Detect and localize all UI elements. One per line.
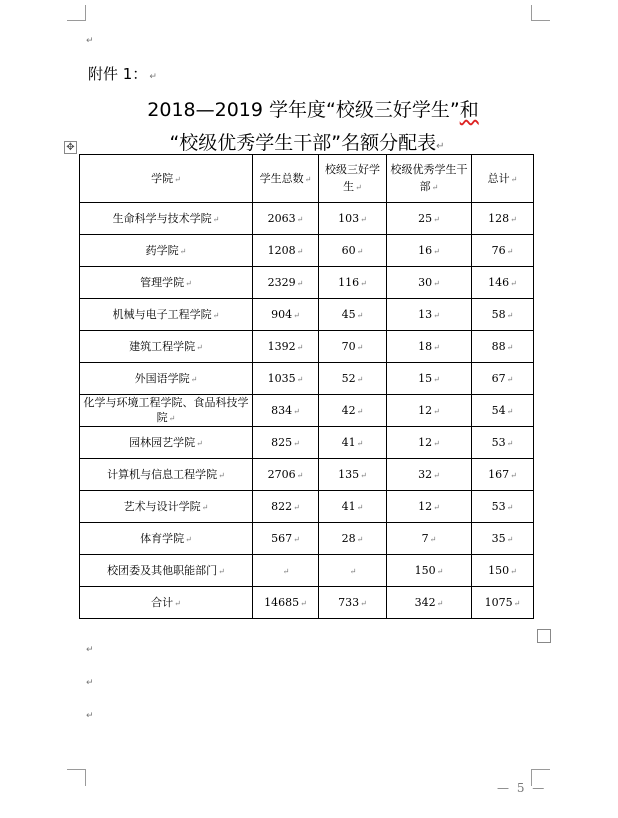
cell-student-total[interactable]: 2329↵: [253, 267, 319, 299]
cell-outstanding-cadre[interactable]: 18↵: [387, 331, 472, 363]
cell-merit-student[interactable]: ↵: [319, 555, 387, 587]
document-title-line1: [4, 95, 618, 122]
paragraph-mark: ↵: [86, 36, 94, 46]
header-merit-student[interactable]: 校级三好学生↵: [319, 155, 387, 203]
paragraph-mark: ↵: [436, 141, 445, 152]
cell-college[interactable]: 外国语学院↵: [80, 363, 253, 395]
document-title-line2: [0, 128, 616, 155]
cell-outstanding-cadre[interactable]: 150↵: [387, 555, 472, 587]
paragraph-mark: ↵: [86, 711, 94, 721]
table-row: [80, 459, 534, 491]
table-row: [80, 267, 534, 299]
cell-merit-student[interactable]: 135↵: [319, 459, 387, 491]
cell-student-total[interactable]: 822↵: [253, 491, 319, 523]
cell-student-total[interactable]: 1208↵: [253, 235, 319, 267]
cell-merit-student[interactable]: 60↵: [319, 235, 387, 267]
cell-outstanding-cadre[interactable]: 12↵: [387, 491, 472, 523]
cell-college[interactable]: 药学院↵: [80, 235, 253, 267]
paragraph-mark: ↵: [149, 72, 157, 82]
cell-outstanding-cadre[interactable]: 15↵: [387, 363, 472, 395]
cell-college[interactable]: 生命科学与技术学院↵: [80, 203, 253, 235]
cell-total[interactable]: 53↵: [472, 491, 534, 523]
cell-college[interactable]: 管理学院↵: [80, 267, 253, 299]
cell-total[interactable]: 54↵: [472, 395, 534, 427]
table-header-row: [80, 155, 534, 203]
table-row: [80, 523, 534, 555]
cell-total[interactable]: 167↵: [472, 459, 534, 491]
cell-college[interactable]: 机械与电子工程学院↵: [80, 299, 253, 331]
cell-total[interactable]: 128↵: [472, 203, 534, 235]
cell-outstanding-cadre[interactable]: 7↵: [387, 523, 472, 555]
cell-outstanding-cadre[interactable]: 32↵: [387, 459, 472, 491]
cell-student-total[interactable]: 834↵: [253, 395, 319, 427]
cell-student-total[interactable]: 2063↵: [253, 203, 319, 235]
table-body: [80, 203, 534, 619]
total-merit-student[interactable]: 733↵: [319, 587, 387, 619]
table-total-row: [80, 587, 534, 619]
table-row: [80, 555, 534, 587]
cell-total[interactable]: 35↵: [472, 523, 534, 555]
cell-merit-student[interactable]: 116↵: [319, 267, 387, 299]
quota-table: [79, 154, 534, 619]
cell-merit-student[interactable]: 103↵: [319, 203, 387, 235]
cell-total[interactable]: 53↵: [472, 427, 534, 459]
cell-college[interactable]: 计算机与信息工程学院↵: [80, 459, 253, 491]
cell-student-total[interactable]: ↵: [253, 555, 319, 587]
total-student-total[interactable]: 14685↵: [253, 587, 319, 619]
cell-total[interactable]: 150↵: [472, 555, 534, 587]
cell-outstanding-cadre[interactable]: 13↵: [387, 299, 472, 331]
cell-outstanding-cadre[interactable]: 25↵: [387, 203, 472, 235]
table-row: [80, 235, 534, 267]
total-outstanding-cadre[interactable]: 342↵: [387, 587, 472, 619]
table-row: [80, 363, 534, 395]
cell-college[interactable]: 艺术与设计学院↵: [80, 491, 253, 523]
total-grand[interactable]: 1075↵: [472, 587, 534, 619]
table-resize-handle[interactable]: [537, 629, 551, 643]
cell-student-total[interactable]: 1035↵: [253, 363, 319, 395]
table-row: [80, 203, 534, 235]
header-outstanding-cadre[interactable]: 校级优秀学生干部↵: [387, 155, 472, 203]
cell-college[interactable]: 园林园艺学院↵: [80, 427, 253, 459]
cell-student-total[interactable]: 825↵: [253, 427, 319, 459]
paragraph-mark: ↵: [86, 678, 94, 688]
cell-merit-student[interactable]: 42↵: [319, 395, 387, 427]
cell-outstanding-cadre[interactable]: 30↵: [387, 267, 472, 299]
cell-student-total[interactable]: 1392↵: [253, 331, 319, 363]
page-number: — 5 —: [497, 781, 547, 795]
cell-total[interactable]: 76↵: [472, 235, 534, 267]
cell-total[interactable]: 88↵: [472, 331, 534, 363]
cell-student-total[interactable]: 2706↵: [253, 459, 319, 491]
cell-student-total[interactable]: 567↵: [253, 523, 319, 555]
table-row: [80, 491, 534, 523]
cell-outstanding-cadre[interactable]: 16↵: [387, 235, 472, 267]
cell-college[interactable]: 校团委及其他职能部门↵: [80, 555, 253, 587]
cell-merit-student[interactable]: 45↵: [319, 299, 387, 331]
header-college[interactable]: 学院↵: [80, 155, 253, 203]
header-student-total[interactable]: 学生总数↵: [253, 155, 319, 203]
table-row: [80, 395, 534, 427]
cell-merit-student[interactable]: 52↵: [319, 363, 387, 395]
header-total[interactable]: 总计↵: [472, 155, 534, 203]
title-line1-spellcheck-word: 和: [459, 99, 479, 121]
title-line2-text: “校级优秀学生干部”名额分配表: [169, 132, 437, 154]
cell-merit-student[interactable]: 41↵: [319, 491, 387, 523]
table-row: [80, 331, 534, 363]
table-row: [80, 299, 534, 331]
cell-college[interactable]: 体育学院↵: [80, 523, 253, 555]
cell-college[interactable]: 建筑工程学院↵: [80, 331, 253, 363]
cell-student-total[interactable]: 904↵: [253, 299, 319, 331]
cell-outstanding-cadre[interactable]: 12↵: [387, 395, 472, 427]
cell-total[interactable]: 146↵: [472, 267, 534, 299]
crop-mark-top-left: [67, 5, 86, 21]
table-move-handle-icon[interactable]: ✥: [64, 141, 77, 154]
cell-merit-student[interactable]: 41↵: [319, 427, 387, 459]
cell-merit-student[interactable]: 28↵: [319, 523, 387, 555]
attachment-text: 附件 1：: [88, 65, 148, 83]
cell-outstanding-cadre[interactable]: 12↵: [387, 427, 472, 459]
table-row: [80, 427, 534, 459]
cell-merit-student[interactable]: 70↵: [319, 331, 387, 363]
attachment-label: [88, 63, 157, 84]
crop-mark-top-right: [531, 5, 550, 21]
paragraph-mark: ↵: [86, 645, 94, 655]
title-line1-text: 2018—2019 学年度“校级三好学生”: [147, 99, 460, 121]
total-label[interactable]: 合计↵: [80, 587, 253, 619]
cell-total[interactable]: 67↵: [472, 363, 534, 395]
cell-total[interactable]: 58↵: [472, 299, 534, 331]
crop-mark-bottom-left: [67, 769, 86, 786]
cell-college[interactable]: 化学与环境工程学院、食品科技学院↵: [80, 395, 253, 427]
